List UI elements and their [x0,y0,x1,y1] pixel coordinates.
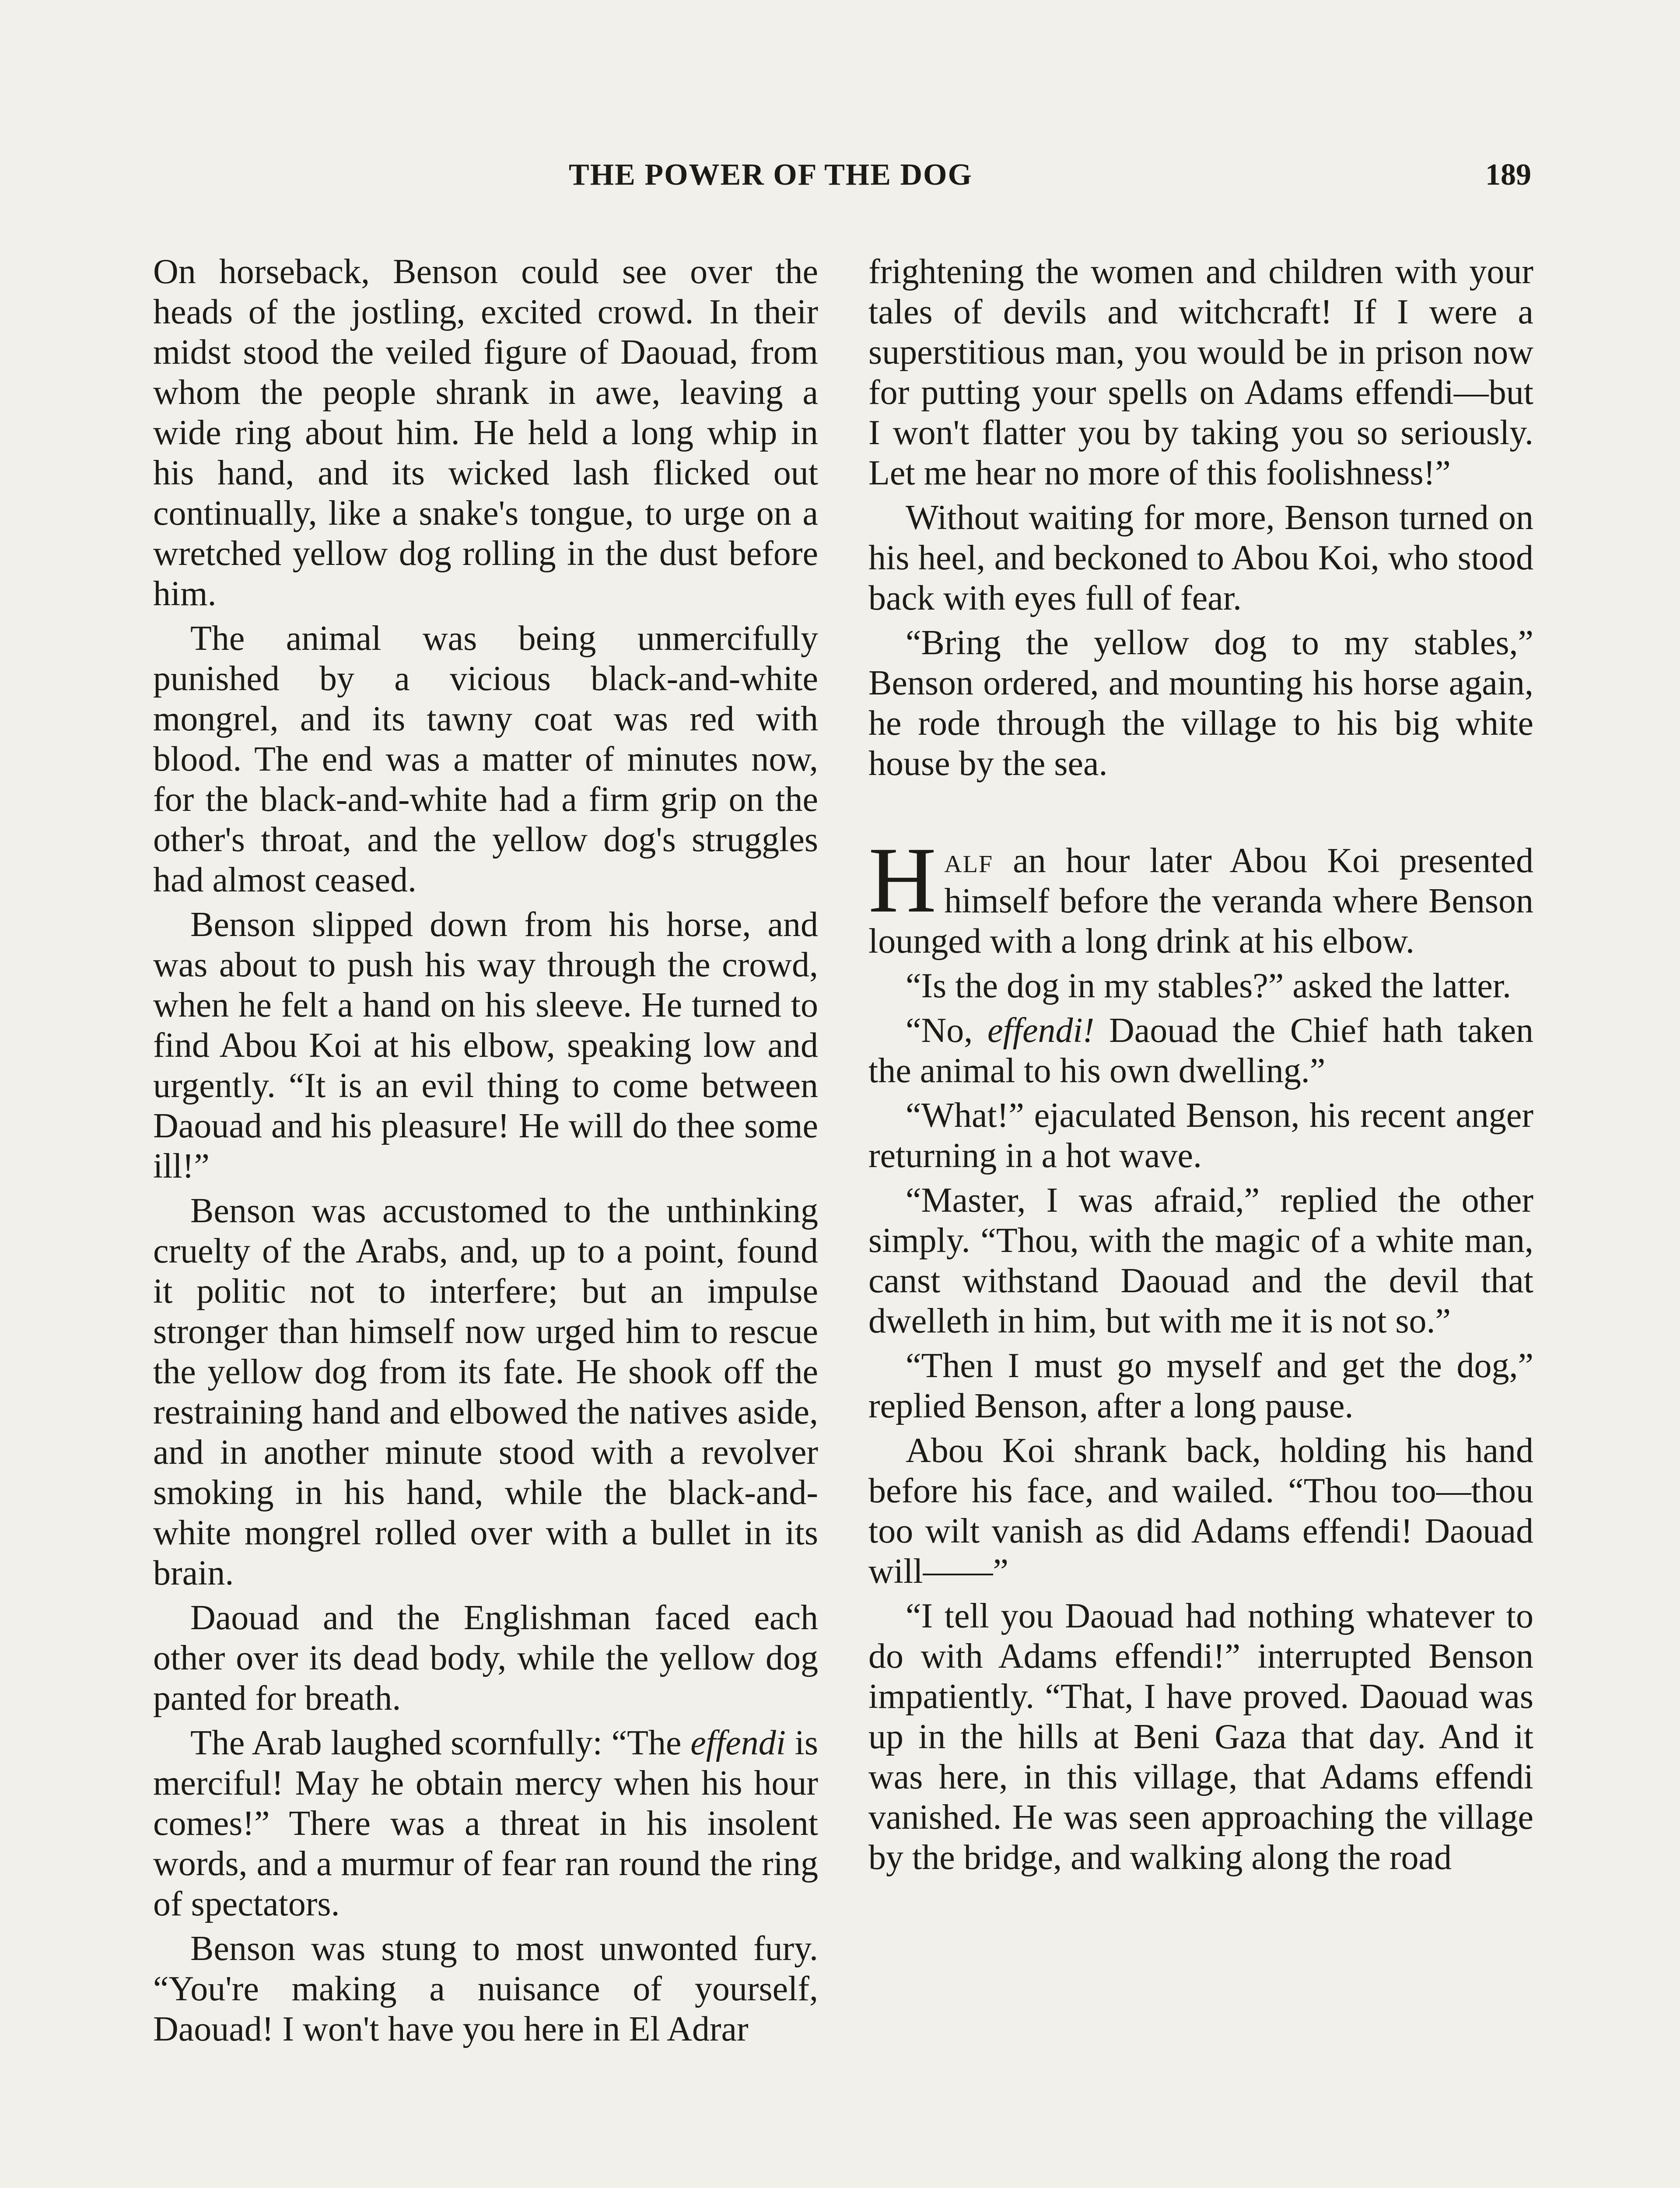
small-caps-word: alf [944,842,994,880]
drop-cap: H [868,828,937,932]
section-opening-paragraph [868,828,1533,961]
paragraph: Benson was stung to most unwonted fury. “You're making a nuisance of yourself, Daouad! I won't have you here in El Adrar [153,1929,818,2048]
text-run: “No, [906,1011,987,1050]
text-run: The Arab laughed scornfully: “The [190,1724,691,1762]
paragraph: Abou Koi shrank back, holding his hand before his face, and wailed. “Thou too—thou too wilt vanish as did Adams effendi! Daouad will——” [868,1431,1533,1591]
paragraph: The animal was being unmercifully punished by a vicious black-and-white mongrel, and its tawny coat was red with blood. The end was a matter of minutes now, for the black-and-white had a firm grip on the other's throat, and the yellow dog's struggles had almost ceased. [153,619,818,899]
running-title: THE POWER OF THE DOG [569,158,973,192]
paragraph: “Bring the yellow dog to my stables,” Benson ordered, and mounting his horse again, he rode through the village to his big white house by the sea. [868,624,1533,783]
paragraph: On horseback, Benson could see over the heads of the jostling, excited crowd. In their midst stood the veiled figure of Daouad, from whom the people shrank in awe, leaving a wide ring about him. He held a long whip in his hand, and its wicked lash flicked out continually, like a snake's tongue, to urge on a wretched yellow dog rolling in the dust before him. [153,252,818,613]
paragraph: Without waiting for more, Benson turned on his heel, and beckoned to Abou Koi, who stood back with eyes full of fear. [868,498,1533,617]
paragraph [153,1723,818,1924]
paragraph: “Master, I was afraid,” replied the other simply. “Thou, with the magic of a white man, canst withstand Daouad and the devil that dwelleth in him, but with me it is not so.” [868,1181,1533,1340]
page-number: 189 [1485,158,1531,192]
paragraph: Benson slipped down from his horse, and was about to push his way through the crowd, when he felt a hand on his sleeve. He turned to find Abou Koi at his elbow, speaking low and urgently. “It is an evil thing to come between Daouad and his pleasure! He will do thee some ill!” [153,905,818,1185]
italic-word: effendi! [987,1011,1095,1050]
paragraph: “What!” ejaculated Benson, his recent anger returning in a hot wave. [868,1096,1533,1175]
italic-word: effendi [690,1724,786,1762]
paragraph: “Is the dog in my stables?” asked the latter. [906,967,1512,1005]
paragraph: “Then I must go myself and get the dog,” replied Benson, after a long pause. [868,1346,1533,1425]
left-column [153,252,818,2054]
paragraph: Benson was accustomed to the unthinking cruelty of the Arabs, and, up to a point, found it politic not to interfere; but an impulse stronger than himself now urged him to rescue the yellow dog from its fate. He shook off the restraining hand and elbowed the natives aside, and in another minute stood with a revolver smoking in his hand, while the black-and-white mongrel rolled over with a bullet in its brain. [153,1192,818,1592]
text-run: an hour later Abou Koi presented himself before the veranda where Benson lounged with a long drink at his elbow. [868,842,1533,961]
text-run: Daouad the Chief hath taken the animal to his own dwelling.” [868,1011,1534,1090]
paragraph: “I tell you Daouad had nothing whatever to do with Adams effendi!” interrupted Benson impatiently. “That, I have proved. Daouad was up in the hills at Beni Gaza that day. And it was here, in this village, that Adams effendi vanished. He was seen approaching the village by the bridge, and walking along the road [868,1597,1533,1877]
paragraph [868,1010,1533,1091]
paragraph: frightening the women and children with your tales of devils and witchcraft! If I were a superstitious man, you would be in prison now for putting your spells on Adams effendi—but I won't flatter you by taking you so seriously. Let me hear no more of this foolishness!” [868,252,1533,492]
right-column [868,252,1533,1882]
page-header [153,158,1531,206]
paragraph: Daouad and the Englishman faced each other over its dead body, while the yellow dog panted for breath. [153,1599,818,1718]
text-run: is merciful! May he obtain mercy when his hour comes!” There was a threat in his insolent words, and a murmur of fear ran round the ring of spectators. [153,1724,819,1923]
